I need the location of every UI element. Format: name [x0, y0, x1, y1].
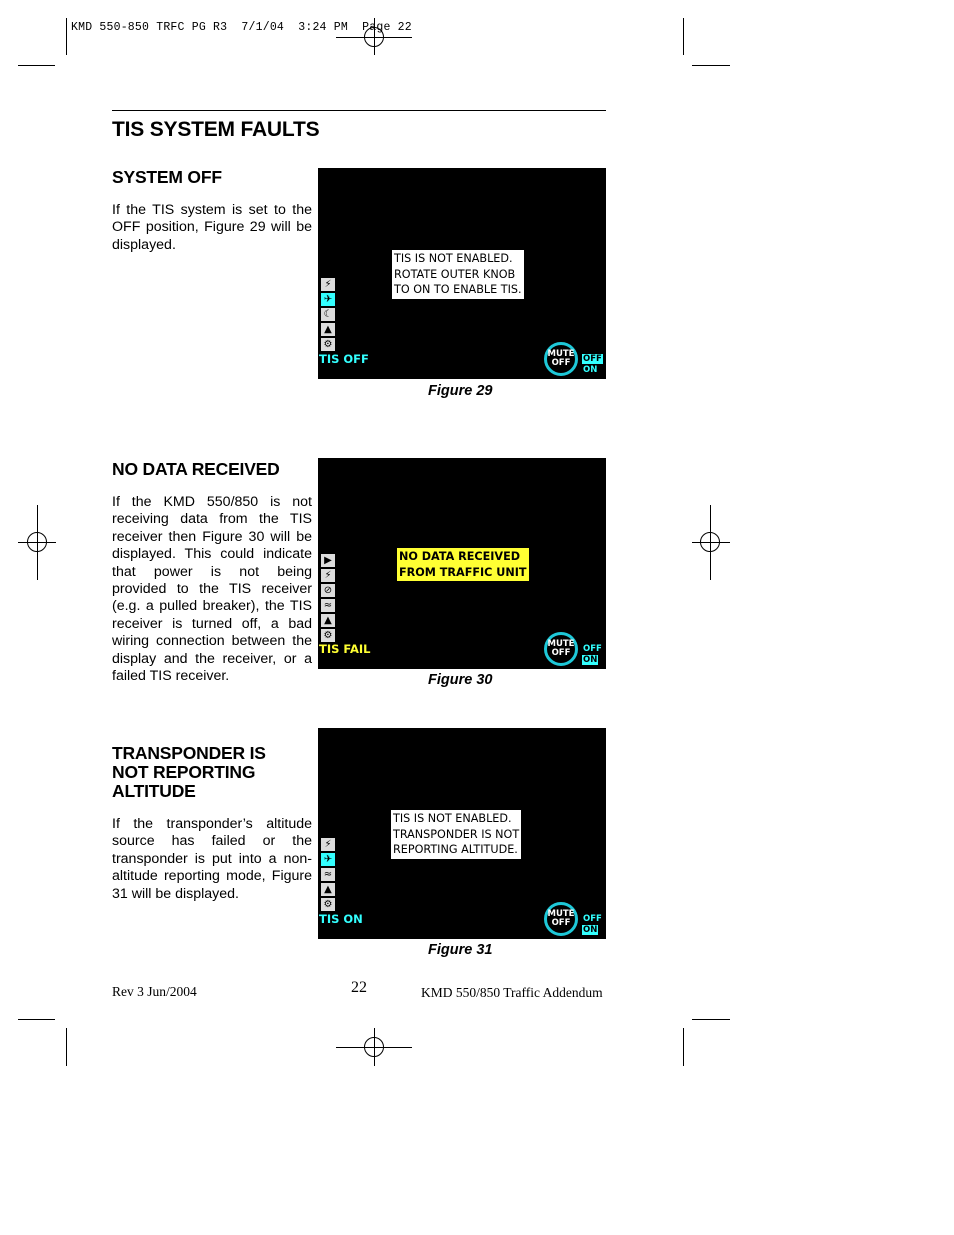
section-body-no-data: If the KMD 550/850 is not receiving data from the TIS receiver then Figure 30 will be displayed. This could indicate that power is not being provided to the TIS receiver (e.g. a pulled breaker), the TIS receiver is turned off, a bad wiring connection between the display and the receiver, or a failed TIS receiver. [112, 494, 312, 685]
traffic-icon: ✈ [321, 293, 335, 306]
figure-caption: Figure 29 [428, 383, 493, 399]
figure-caption: Figure 31 [428, 942, 493, 958]
option-off[interactable]: OFF [583, 914, 602, 924]
section-heading-transponder: TRANSPONDER IS NOT REPORTING ALTITUDE [112, 743, 266, 801]
wind-icon: ≈ [321, 599, 335, 612]
header-rule [112, 110, 606, 111]
section-heading-no-data: NO DATA RECEIVED [112, 459, 280, 479]
terrain-icon: ▲ [321, 323, 335, 336]
mode-icon-stack [321, 554, 335, 644]
moon-icon: ☾ [321, 308, 335, 321]
mode-icon-stack [321, 278, 335, 353]
mute-label: MUTE [547, 639, 575, 649]
mute-label: MUTE [547, 349, 575, 359]
section-heading-system-off: SYSTEM OFF [112, 167, 222, 187]
lightning-icon: ⚡ [321, 838, 335, 851]
option-off[interactable]: OFF [583, 644, 602, 654]
mute-state: OFF [551, 648, 571, 658]
footer-doc-title: KMD 550/850 Traffic Addendum [421, 985, 603, 1000]
option-on[interactable]: ON [583, 365, 598, 375]
settings-icon: ⚙ [321, 898, 335, 911]
mute-knob-icon[interactable] [544, 902, 578, 936]
mute-knob-icon[interactable] [544, 632, 578, 666]
section-body-transponder: If the transponder’s altitude source has failed or the transponder is put into a non-altitude reporting mode, Figure 31 will be displayed. [112, 816, 312, 902]
settings-icon: ⚙ [321, 338, 335, 351]
tis-status-label: TIS FAIL [319, 642, 371, 656]
option-list [582, 644, 602, 666]
flag-icon: ▶ [321, 554, 335, 567]
lightning-icon: ⚡ [321, 278, 335, 291]
figure-29-screen [318, 168, 606, 379]
screen-message: TIS IS NOT ENABLED. TRANSPONDER IS NOT REPORTING ALTITUDE. [391, 810, 521, 859]
terrain-icon: ▲ [321, 883, 335, 896]
option-on[interactable]: ON [583, 925, 598, 935]
wind-icon: ≈ [321, 868, 335, 881]
no-traffic-icon: ⊘ [321, 584, 335, 597]
mute-state: OFF [551, 918, 571, 928]
option-list [582, 914, 602, 936]
tis-status-label: TIS ON [319, 912, 363, 926]
settings-icon: ⚙ [321, 629, 335, 642]
mute-knob-icon[interactable] [544, 342, 578, 376]
mode-icon-stack [321, 838, 335, 913]
figure-caption: Figure 30 [428, 672, 493, 688]
option-list [582, 354, 603, 376]
section-body-system-off: If the TIS system is set to the OFF position, Figure 29 will be displayed. [112, 202, 312, 253]
screen-message: TIS IS NOT ENABLED. ROTATE OUTER KNOB TO ON TO ENABLE TIS. [392, 250, 524, 299]
footer-revision: Rev 3 Jun/2004 [112, 984, 197, 999]
figure-31-screen [318, 728, 606, 939]
terrain-icon: ▲ [321, 614, 335, 627]
page-title: TIS SYSTEM FAULTS [112, 118, 320, 141]
mute-label: MUTE [547, 909, 575, 919]
page-number: 22 [351, 979, 367, 996]
traffic-icon: ✈ [321, 853, 335, 866]
option-off[interactable]: OFF [583, 354, 602, 364]
screen-message: NO DATA RECEIVED FROM TRAFFIC UNIT [397, 548, 529, 581]
figure-30-screen [318, 458, 606, 669]
option-on[interactable]: ON [583, 655, 598, 665]
mute-state: OFF [551, 358, 571, 368]
tis-status-label: TIS OFF [319, 352, 369, 366]
lightning-icon: ⚡ [321, 569, 335, 582]
printer-slug: KMD 550-850 TRFC PG R3 7/1/04 3:24 PM Page 22 [71, 21, 412, 34]
